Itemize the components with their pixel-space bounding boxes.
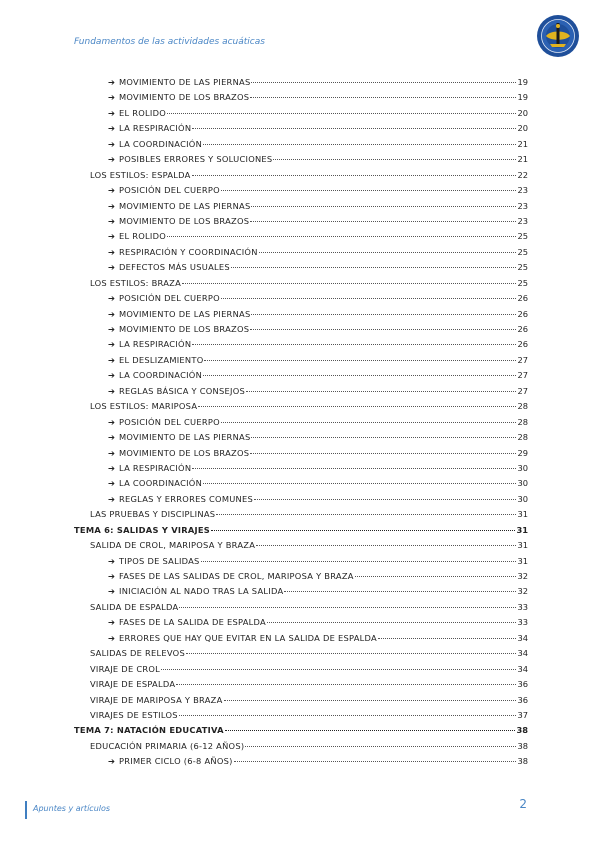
toc-entry-label — [108, 199, 250, 214]
toc-entry-label — [90, 677, 175, 692]
toc-entry-label — [108, 307, 250, 322]
toc-entry[interactable] — [74, 446, 528, 461]
arrow-right-icon: ➔ — [108, 339, 116, 350]
toc-entry-text: VIRAJES DE ESTILOS — [90, 709, 178, 720]
toc-entry-label — [108, 446, 249, 461]
dot-leader — [198, 406, 516, 407]
toc-entry-label — [90, 507, 215, 522]
toc-entry-page: 27 — [517, 385, 528, 396]
dot-leader — [224, 700, 517, 701]
toc-entry[interactable] — [74, 723, 528, 738]
arrow-right-icon: ➔ — [108, 432, 116, 443]
arrow-right-icon: ➔ — [108, 324, 116, 334]
toc-entry-label — [108, 75, 250, 90]
dot-leader — [378, 638, 517, 639]
toc-entry-label — [108, 615, 266, 630]
toc-entry-label — [108, 461, 191, 476]
toc-entry-label — [74, 723, 224, 738]
toc-entry-label — [90, 739, 244, 754]
toc-entry-text: MOVIMIENTO DE LAS PIERNAS — [119, 200, 251, 211]
dot-leader — [211, 530, 515, 531]
toc-entry[interactable] — [74, 476, 528, 491]
toc-entry-page: 32 — [517, 586, 528, 597]
arrow-right-icon: ➔ — [108, 215, 116, 226]
toc-entry[interactable] — [74, 214, 528, 229]
toc-entry-label — [108, 90, 249, 105]
dot-leader — [273, 159, 516, 160]
toc-entry-label — [108, 214, 249, 229]
toc-entry[interactable] — [74, 368, 528, 383]
toc-entry-text: POSIBLES ERRORES Y SOLUCIONES — [119, 154, 273, 165]
toc-entry-page: 25 — [517, 246, 528, 257]
toc-entry-text: REGLAS BÁSICA Y CONSEJOS — [119, 385, 246, 396]
toc-entry[interactable] — [74, 260, 528, 275]
dot-leader — [203, 144, 516, 145]
toc-entry-page: 22 — [517, 169, 528, 180]
toc-entry-page: 33 — [517, 601, 528, 612]
toc-entry-page: 31 — [517, 555, 528, 566]
toc-entry-label — [108, 106, 166, 121]
toc-entry-page: 31 — [517, 540, 528, 551]
toc-entry-page: 29 — [517, 447, 528, 458]
toc-entry-label — [108, 229, 166, 244]
toc-entry[interactable] — [74, 337, 528, 352]
dot-leader — [284, 591, 516, 592]
arrow-right-icon: ➔ — [108, 370, 116, 381]
toc-entry-label — [90, 276, 181, 291]
toc-entry[interactable] — [74, 538, 528, 553]
toc-entry-label — [90, 662, 160, 677]
toc-entry-label — [90, 399, 197, 414]
arrow-right-icon: ➔ — [108, 77, 116, 87]
toc-entry-text: MOVIMIENTO DE LAS PIERNAS — [119, 77, 251, 87]
toc-entry-page: 34 — [517, 632, 528, 643]
toc-entry-label — [108, 137, 202, 152]
toc-entry-label — [108, 121, 191, 136]
toc-entry-text: SALIDAS DE RELEVOS — [90, 648, 185, 659]
toc-entry-page: 38 — [516, 725, 528, 736]
toc-entry-label — [108, 368, 202, 383]
university-seal-icon — [536, 14, 580, 58]
dot-leader — [186, 653, 516, 654]
toc-entry-page: 26 — [517, 293, 528, 304]
toc-entry-label — [108, 353, 203, 368]
dot-leader — [251, 314, 516, 315]
toc-entry-text: MOVIMIENTO DE LAS PIERNAS — [119, 308, 251, 319]
toc-entry[interactable] — [74, 662, 528, 677]
arrow-right-icon: ➔ — [108, 571, 116, 581]
toc-entry[interactable] — [74, 708, 528, 723]
toc-entry-text: ERRORES QUE HAY QUE EVITAR EN LA SALIDA DE ESPALDA — [119, 632, 377, 643]
toc-entry-text: PRIMER CICLO (6-8 AÑOS) — [119, 756, 233, 767]
toc-entry-page: 28 — [517, 401, 528, 412]
arrow-right-icon: ➔ — [108, 756, 116, 767]
toc-entry-text: LA COORDINACIÓN — [119, 138, 203, 149]
toc-entry-text: LOS ESTILOS: ESPALDA — [90, 169, 191, 180]
toc-entry-page: 19 — [517, 92, 528, 103]
dot-leader — [192, 344, 516, 345]
toc-entry[interactable] — [74, 199, 528, 214]
dot-leader — [167, 236, 516, 237]
toc-entry-label — [74, 523, 210, 538]
toc-entry-page: 36 — [517, 694, 528, 705]
toc-entry-label — [108, 152, 272, 167]
toc-entry[interactable] — [74, 121, 528, 136]
toc-entry-label — [90, 693, 223, 708]
arrow-right-icon: ➔ — [108, 586, 116, 597]
toc-entry-text: MOVIMIENTO DE LOS BRAZOS — [119, 215, 250, 226]
toc-entry-text: VIRAJE DE ESPALDA — [90, 679, 176, 690]
table-of-contents — [74, 75, 528, 770]
arrow-right-icon: ➔ — [108, 246, 116, 257]
toc-entry-page: 36 — [517, 679, 528, 690]
toc-entry[interactable] — [74, 245, 528, 260]
dot-leader — [250, 97, 516, 98]
toc-entry-text: TEMA 6: SALIDAS Y VIRAJES — [74, 524, 211, 535]
toc-entry[interactable] — [74, 492, 528, 507]
toc-entry-label — [90, 708, 178, 723]
dot-leader — [245, 746, 516, 747]
footer-accent-bar — [25, 801, 27, 819]
toc-entry[interactable] — [74, 229, 528, 244]
arrow-right-icon: ➔ — [108, 632, 116, 643]
arrow-right-icon: ➔ — [108, 185, 116, 196]
toc-entry-label — [108, 554, 200, 569]
dot-leader — [246, 391, 516, 392]
dot-leader — [225, 730, 516, 731]
arrow-right-icon: ➔ — [108, 416, 116, 427]
toc-entry-text: DEFECTOS MÁS USUALES — [119, 262, 230, 273]
toc-entry-page: 25 — [517, 277, 528, 288]
arrow-right-icon: ➔ — [108, 555, 116, 566]
toc-entry[interactable] — [74, 307, 528, 322]
dot-leader — [182, 283, 516, 284]
toc-entry[interactable] — [74, 615, 528, 630]
dot-leader — [192, 468, 516, 469]
toc-entry-text: MOVIMIENTO DE LOS BRAZOS — [119, 92, 250, 103]
toc-entry-label — [108, 631, 377, 646]
toc-entry-page: 25 — [517, 231, 528, 242]
toc-entry-label — [108, 492, 253, 507]
toc-entry[interactable] — [74, 646, 528, 661]
toc-entry-text: TIPOS DE SALIDAS — [119, 555, 200, 566]
arrow-right-icon: ➔ — [108, 493, 116, 504]
arrow-right-icon: ➔ — [108, 262, 116, 273]
toc-entry-page: 31 — [517, 509, 528, 520]
toc-entry-text: MOVIMIENTO DE LOS BRAZOS — [119, 447, 250, 458]
toc-entry[interactable] — [74, 276, 528, 291]
dot-leader — [192, 128, 516, 129]
toc-entry-page: 23 — [517, 200, 528, 211]
dot-leader — [256, 545, 516, 546]
toc-entry-label — [90, 168, 191, 183]
dot-leader — [192, 175, 517, 176]
toc-entry[interactable] — [74, 75, 528, 90]
toc-entry-page: 27 — [517, 370, 528, 381]
arrow-right-icon: ➔ — [108, 462, 116, 473]
toc-entry[interactable] — [74, 415, 528, 430]
arrow-right-icon: ➔ — [108, 200, 116, 211]
toc-entry-label — [108, 322, 249, 337]
toc-entry-page: 38 — [517, 740, 528, 751]
toc-entry-page: 33 — [517, 617, 528, 628]
dot-leader — [203, 483, 516, 484]
toc-entry[interactable] — [74, 739, 528, 754]
toc-entry-page: 28 — [517, 432, 528, 443]
toc-entry-label — [108, 430, 250, 445]
toc-entry-label — [108, 415, 220, 430]
toc-entry-text: LA RESPIRACIÓN — [119, 339, 192, 350]
toc-entry-label — [108, 384, 245, 399]
dot-leader — [254, 499, 516, 500]
toc-entry-page: 34 — [517, 663, 528, 674]
toc-entry-page: 25 — [517, 262, 528, 273]
toc-entry[interactable] — [74, 461, 528, 476]
toc-entry-text: INICIACIÓN AL NADO TRAS LA SALIDA — [119, 586, 284, 597]
toc-entry[interactable] — [74, 137, 528, 152]
toc-entry-text: LOS ESTILOS: MARIPOSA — [90, 401, 198, 412]
dot-leader — [179, 715, 517, 716]
toc-entry-label — [108, 291, 220, 306]
toc-entry-text: MOVIMIENTO DE LOS BRAZOS — [119, 324, 250, 334]
toc-entry[interactable] — [74, 754, 528, 769]
toc-entry-page: 30 — [517, 493, 528, 504]
toc-entry[interactable] — [74, 168, 528, 183]
arrow-right-icon: ➔ — [108, 92, 116, 103]
toc-entry-label — [108, 754, 233, 769]
toc-entry-text: LAS PRUEBAS Y DISCIPLINAS — [90, 509, 216, 520]
toc-entry-page: 38 — [517, 756, 528, 767]
toc-entry[interactable] — [74, 554, 528, 569]
toc-entry[interactable] — [74, 677, 528, 692]
dot-leader — [204, 360, 516, 361]
arrow-right-icon: ➔ — [108, 107, 116, 118]
toc-entry-page: 26 — [517, 324, 528, 334]
toc-entry[interactable] — [74, 90, 528, 105]
dot-leader — [176, 684, 516, 685]
toc-entry-text: LA COORDINACIÓN — [119, 370, 203, 381]
toc-entry[interactable] — [74, 399, 528, 414]
toc-entry-label — [108, 569, 354, 584]
arrow-right-icon: ➔ — [108, 138, 116, 149]
dot-leader — [221, 298, 517, 299]
toc-entry-label — [108, 260, 230, 275]
toc-entry-label — [90, 600, 178, 615]
toc-entry[interactable] — [74, 507, 528, 522]
toc-entry-page: 21 — [517, 154, 528, 165]
toc-entry-label — [108, 337, 191, 352]
toc-entry-page: 27 — [517, 354, 528, 365]
toc-entry[interactable] — [74, 384, 528, 399]
dot-leader — [231, 267, 517, 268]
dot-leader — [221, 422, 517, 423]
toc-entry-text: EL ROLIDO — [119, 231, 167, 242]
dot-leader — [250, 329, 516, 330]
toc-entry-page: 34 — [517, 648, 528, 659]
toc-entry-page: 32 — [517, 571, 528, 581]
toc-entry[interactable] — [74, 693, 528, 708]
toc-entry[interactable] — [74, 152, 528, 167]
arrow-right-icon: ➔ — [108, 354, 116, 365]
toc-entry-text: FASES DE LAS SALIDAS DE CROL, MARIPOSA Y BRAZA — [119, 571, 354, 581]
toc-entry[interactable] — [74, 430, 528, 445]
toc-entry-text: REGLAS Y ERRORES COMUNES — [119, 493, 254, 504]
toc-entry-label — [108, 183, 220, 198]
toc-entry-text: POSICIÓN DEL CUERPO — [119, 185, 220, 196]
toc-entry-text: VIRAJE DE CROL — [90, 663, 161, 674]
toc-entry[interactable] — [74, 322, 528, 337]
dot-leader — [250, 221, 516, 222]
toc-entry-text: VIRAJE DE MARIPOSA Y BRAZA — [90, 694, 223, 705]
toc-entry-page: 23 — [517, 215, 528, 226]
toc-entry-page: 26 — [517, 339, 528, 350]
toc-entry[interactable] — [74, 523, 528, 538]
toc-entry-text: LOS ESTILOS: BRAZA — [90, 277, 181, 288]
footer-text: Apuntes y artículos — [33, 804, 111, 813]
toc-entry[interactable] — [74, 569, 528, 584]
dot-leader — [251, 82, 516, 83]
arrow-right-icon: ➔ — [108, 308, 116, 319]
dot-leader — [216, 514, 516, 515]
toc-entry[interactable] — [74, 106, 528, 121]
toc-entry-page: 20 — [517, 107, 528, 118]
toc-entry-page: 21 — [517, 138, 528, 149]
toc-entry[interactable] — [74, 353, 528, 368]
toc-entry-text: RESPIRACIÓN Y COORDINACIÓN — [119, 246, 258, 257]
toc-entry-text: TEMA 7: NATACIÓN EDUCATIVA — [74, 725, 224, 736]
toc-entry-text: POSICIÓN DEL CUERPO — [119, 293, 220, 304]
arrow-right-icon: ➔ — [108, 447, 116, 458]
toc-entry-page: 37 — [517, 709, 528, 720]
document-header-title: Fundamentos de las actividades acuáticas — [74, 37, 265, 47]
dot-leader — [251, 206, 516, 207]
toc-entry[interactable] — [74, 183, 528, 198]
toc-entry-label — [108, 245, 258, 260]
toc-entry-text: LA COORDINACIÓN — [119, 478, 203, 489]
arrow-right-icon: ➔ — [108, 385, 116, 396]
toc-entry[interactable] — [74, 600, 528, 615]
dot-leader — [167, 113, 516, 114]
toc-entry-page: 31 — [516, 524, 528, 535]
toc-entry-page: 28 — [517, 416, 528, 427]
toc-entry-label — [90, 538, 255, 553]
arrow-right-icon: ➔ — [108, 293, 116, 304]
dot-leader — [203, 375, 516, 376]
toc-entry-page: 19 — [517, 77, 528, 87]
dot-leader — [201, 561, 517, 562]
dot-leader — [259, 252, 517, 253]
arrow-right-icon: ➔ — [108, 617, 116, 628]
dot-leader — [267, 622, 517, 623]
dot-leader — [221, 190, 517, 191]
toc-entry-text: LA RESPIRACIÓN — [119, 123, 192, 134]
toc-entry-page: 30 — [517, 478, 528, 489]
dot-leader — [250, 453, 516, 454]
dot-leader — [161, 669, 516, 670]
dot-leader — [179, 607, 516, 608]
toc-entry-text: POSICIÓN DEL CUERPO — [119, 416, 220, 427]
arrow-right-icon: ➔ — [108, 478, 116, 489]
toc-entry-text: EDUCACIÓN PRIMARIA (6-12 AÑOS) — [90, 740, 245, 751]
dot-leader — [234, 761, 517, 762]
toc-entry[interactable] — [74, 584, 528, 599]
toc-entry[interactable] — [74, 291, 528, 306]
toc-entry-page: 20 — [517, 123, 528, 134]
toc-entry[interactable] — [74, 631, 528, 646]
toc-entry-text: FASES DE LA SALIDA DE ESPALDA — [119, 617, 266, 628]
toc-entry-text: SALIDA DE ESPALDA — [90, 601, 179, 612]
arrow-right-icon: ➔ — [108, 123, 116, 134]
toc-entry-label — [108, 476, 202, 491]
toc-entry-page: 30 — [517, 462, 528, 473]
dot-leader — [251, 437, 516, 438]
dot-leader — [355, 576, 517, 577]
page-number: 2 — [519, 797, 527, 811]
arrow-right-icon: ➔ — [108, 154, 116, 165]
toc-entry-page: 26 — [517, 308, 528, 319]
toc-entry-text: LA RESPIRACIÓN — [119, 462, 192, 473]
toc-entry-text: SALIDA DE CROL, MARIPOSA Y BRAZA — [90, 540, 256, 551]
toc-entry-text: MOVIMIENTO DE LAS PIERNAS — [119, 432, 251, 443]
toc-entry-label — [108, 584, 283, 599]
toc-entry-text: EL DESLIZAMIENTO — [119, 354, 204, 365]
arrow-right-icon: ➔ — [108, 231, 116, 242]
toc-entry-label — [90, 646, 185, 661]
toc-entry-page: 23 — [517, 185, 528, 196]
toc-entry-text: EL ROLIDO — [119, 107, 167, 118]
